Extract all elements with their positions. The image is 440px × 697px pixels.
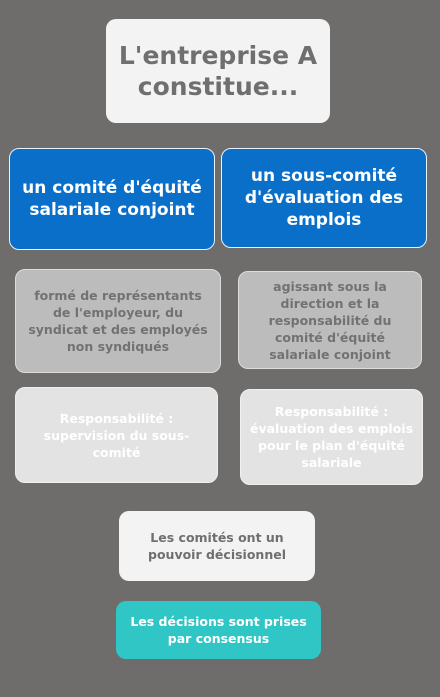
subcommittee-composition: agissant sous la direction et la responsabilité du comité d'équité salariale conjoint [268,278,392,362]
joint-committee-heading: un comité d'équité salariale conjoint [22,178,202,220]
joint-committee-responsibility-box [15,387,218,483]
subcommittee-heading: un sous-comité d'évaluation des emplois [244,166,404,230]
subcommittee-composition-box [238,271,422,369]
subcommittee-responsibility-box [240,389,423,485]
joint-committee-composition: formé de représentants de l'employeur, du syndicat et des employés non syndiqués [28,288,208,354]
consensus-text: Les décisions sont prises par consensus [130,614,307,646]
joint-committee-box [9,148,215,250]
diagram-title-text: L'entreprise A constitue... [118,41,318,101]
subcommittee-responsibility: Responsabilité : évaluation des emplois pour le plan d'équité salariale [249,404,414,470]
decision-power-text: Les comités ont un pouvoir décisionnel [148,530,286,562]
subcommittee-box [221,148,427,248]
diagram-title [106,19,330,123]
joint-committee-composition-box [15,269,221,373]
consensus-box [116,601,321,659]
decision-power-box [119,511,315,581]
joint-committee-responsibility: Responsabilité : supervision du sous-comité [43,410,190,460]
